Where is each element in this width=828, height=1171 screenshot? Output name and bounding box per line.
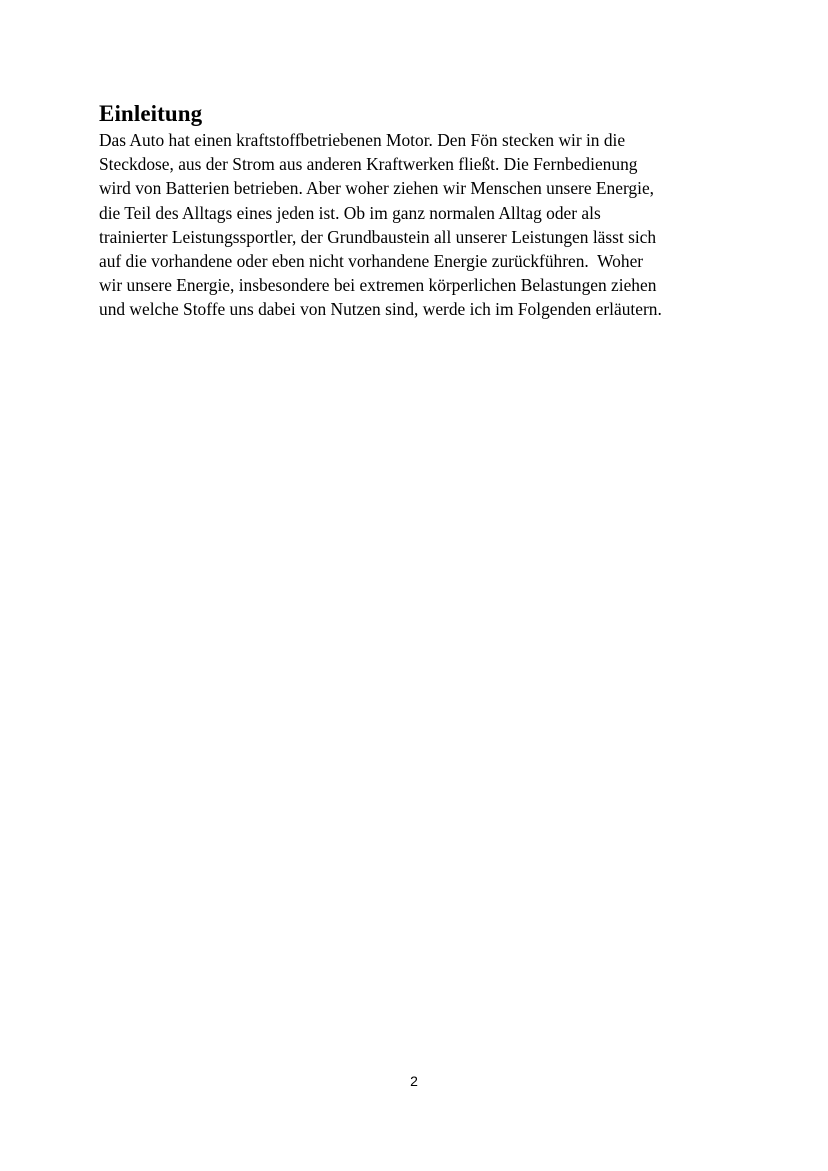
paragraph-line: und welche Stoffe uns dabei von Nutzen sind, werde ich im Folgenden erläutern. xyxy=(99,299,662,320)
page-number: 2 xyxy=(410,1073,418,1089)
intro-paragraph xyxy=(99,128,739,322)
paragraph-line: die Teil des Alltags eines jeden ist. Ob im ganz normalen Alltag oder als xyxy=(99,202,601,223)
paragraph-line: Steckdose, aus der Strom aus anderen Kraftwerken fließt. Die Fernbedienung xyxy=(99,154,638,175)
page-content xyxy=(99,100,739,322)
paragraph-line: wird von Batterien betrieben. Aber woher ziehen wir Menschen unsere Energie, xyxy=(99,178,655,199)
paragraph-line: auf die vorhandene oder eben nicht vorhandene Energie zurückführen. Woher xyxy=(99,251,644,272)
section-heading: Einleitung xyxy=(99,101,203,126)
paragraph-line: trainierter Leistungssportler, der Grundbaustein all unserer Leistungen lässt sich xyxy=(99,226,657,247)
paragraph-line: wir unsere Energie, insbesondere bei extremen körperlichen Belastungen ziehen xyxy=(99,275,657,296)
paragraph-line: Das Auto hat einen kraftstoffbetriebenen Motor. Den Fön stecken wir in die xyxy=(99,130,626,150)
